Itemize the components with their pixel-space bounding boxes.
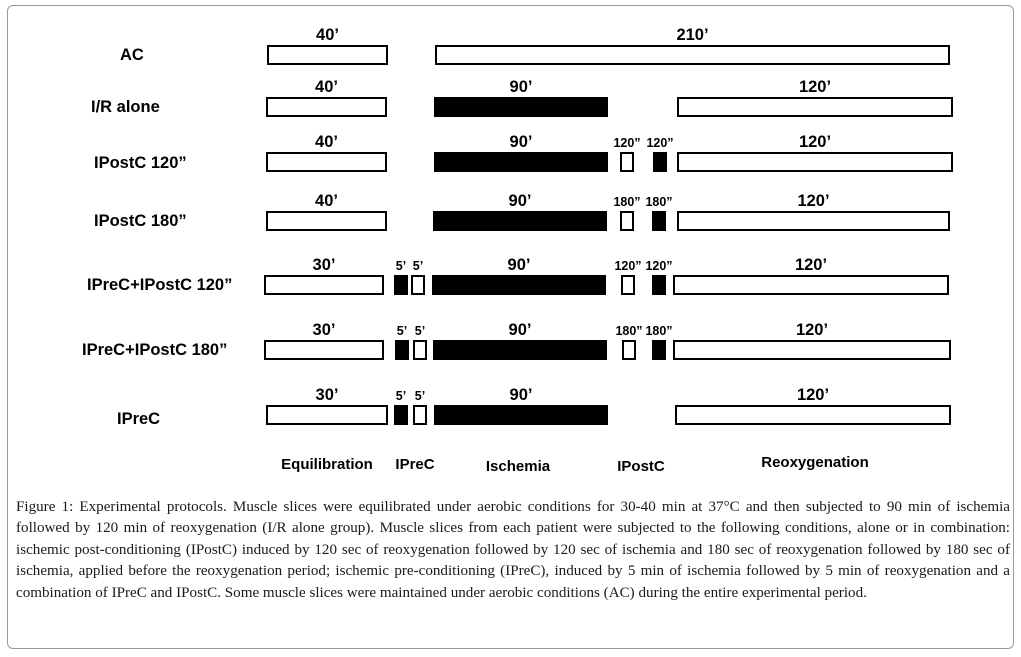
aerobic-segment (674, 341, 950, 359)
ischemia-segment (653, 212, 665, 230)
aerobic-segment (267, 153, 386, 171)
ischemia-segment (434, 212, 606, 230)
duration-label: 90’ (508, 192, 532, 210)
aerobic-segment (268, 46, 387, 64)
ischemia-segment (435, 98, 607, 116)
caption-heading: Figure 1: (16, 499, 74, 515)
protocol-label-ipostc-180: IPostC 180” (94, 212, 187, 230)
phase-label-reoxygenation: Reoxygenation (761, 454, 869, 471)
duration-label: 5’ (412, 259, 424, 273)
protocol-label-iprec-ipostc-180: IPreC+IPostC 180” (82, 341, 228, 359)
protocol-label-ac: AC (120, 46, 144, 64)
aerobic-segment (412, 276, 424, 294)
duration-label: 40’ (316, 26, 339, 44)
duration-label: 120” (614, 259, 642, 273)
duration-label: 120’ (796, 386, 830, 404)
duration-label: 120” (613, 136, 641, 150)
ischemia-segment (434, 341, 606, 359)
figure-caption (16, 497, 1010, 604)
protocol-label-iprec-ipostc-120: IPreC+IPostC 120” (87, 276, 233, 294)
phase-label-iprec: IPreC (395, 456, 435, 473)
duration-label: 40’ (315, 78, 338, 96)
aerobic-segment (414, 341, 426, 359)
ischemia-segment (395, 406, 407, 424)
protocol-label-ipostc-120: IPostC 120” (94, 154, 187, 172)
aerobic-segment (678, 153, 952, 171)
ischemia-segment (653, 276, 665, 294)
ischemia-segment (653, 341, 665, 359)
duration-label: 120’ (794, 256, 828, 274)
aerobic-segment (414, 406, 426, 424)
duration-label: 210’ (676, 26, 709, 44)
duration-label: 90’ (509, 386, 533, 404)
aerobic-segment (621, 212, 633, 230)
aerobic-segment (622, 276, 634, 294)
aerobic-segment (678, 212, 949, 230)
aerobic-segment (676, 406, 950, 424)
duration-label: 120” (646, 136, 674, 150)
ischemia-segment (435, 406, 607, 424)
ischemia-segment (396, 341, 408, 359)
ischemia-segment (654, 153, 666, 171)
duration-label: 180” (613, 195, 641, 209)
duration-label: 5’ (414, 389, 426, 403)
caption-text: Experimental protocols. Muscle slices were equilibrated under aerobic conditions for 30-40 min at 37°C and then subjected to 90 min of ischemia followed by 120 min of reoxygenation (I/R alone group). Muscle slices from each patient were subjected to the following conditions, alone or in combination: ischemic post-conditioning (IPostC) induced by 120 sec of reoxygenation followed by 120 sec of ischemia and 180 sec of reoxygenation followed by 180 sec of ischemia, applied before the reoxygenation period; ischemic pre-conditioning (IPreC), induced by 5 min of ischemia followed by 5 min of reoxygenation and a combination of IPreC and IPostC. Some muscle slices were maintained under aerobic conditions (AC) during the entire experimental period. (16, 499, 1011, 601)
aerobic-segment (265, 276, 383, 294)
duration-label: 180” (645, 324, 673, 338)
aerobic-segment (267, 406, 387, 424)
aerobic-segment (267, 98, 386, 116)
duration-label: 180” (645, 195, 673, 209)
protocol-label-iprec: IPreC (117, 410, 161, 428)
aerobic-segment (621, 153, 633, 171)
ischemia-segment (433, 276, 605, 294)
duration-label: 90’ (508, 321, 532, 339)
duration-label: 40’ (315, 192, 338, 210)
duration-label: 5’ (395, 389, 407, 403)
duration-label: 30’ (312, 256, 336, 274)
ischemia-segment (435, 153, 607, 171)
duration-label: 120’ (798, 133, 832, 151)
duration-label: 120’ (795, 321, 829, 339)
aerobic-segment (267, 212, 386, 230)
duration-label: 120’ (797, 192, 830, 210)
duration-label: 90’ (509, 133, 533, 151)
protocol-label-i-r-alone: I/R alone (91, 98, 160, 116)
phase-label-ischemia: Ischemia (485, 458, 551, 475)
duration-label: 120’ (798, 78, 832, 96)
duration-label: 120” (645, 259, 673, 273)
aerobic-segment (678, 98, 952, 116)
aerobic-segment (436, 46, 949, 64)
duration-label: 5’ (396, 324, 408, 338)
ischemia-segment (395, 276, 407, 294)
duration-label: 90’ (507, 256, 531, 274)
duration-label: 30’ (312, 321, 336, 339)
duration-label: 180” (615, 324, 643, 338)
duration-label: 90’ (509, 78, 533, 96)
duration-label: 5’ (414, 324, 426, 338)
aerobic-segment (623, 341, 635, 359)
phase-label-ipostc: IPostC (617, 458, 665, 475)
duration-label: 5’ (395, 259, 407, 273)
aerobic-segment (674, 276, 948, 294)
duration-label: 30’ (315, 386, 339, 404)
aerobic-segment (265, 341, 383, 359)
duration-label: 40’ (315, 133, 338, 151)
phase-label-equilibration: Equilibration (281, 456, 373, 473)
